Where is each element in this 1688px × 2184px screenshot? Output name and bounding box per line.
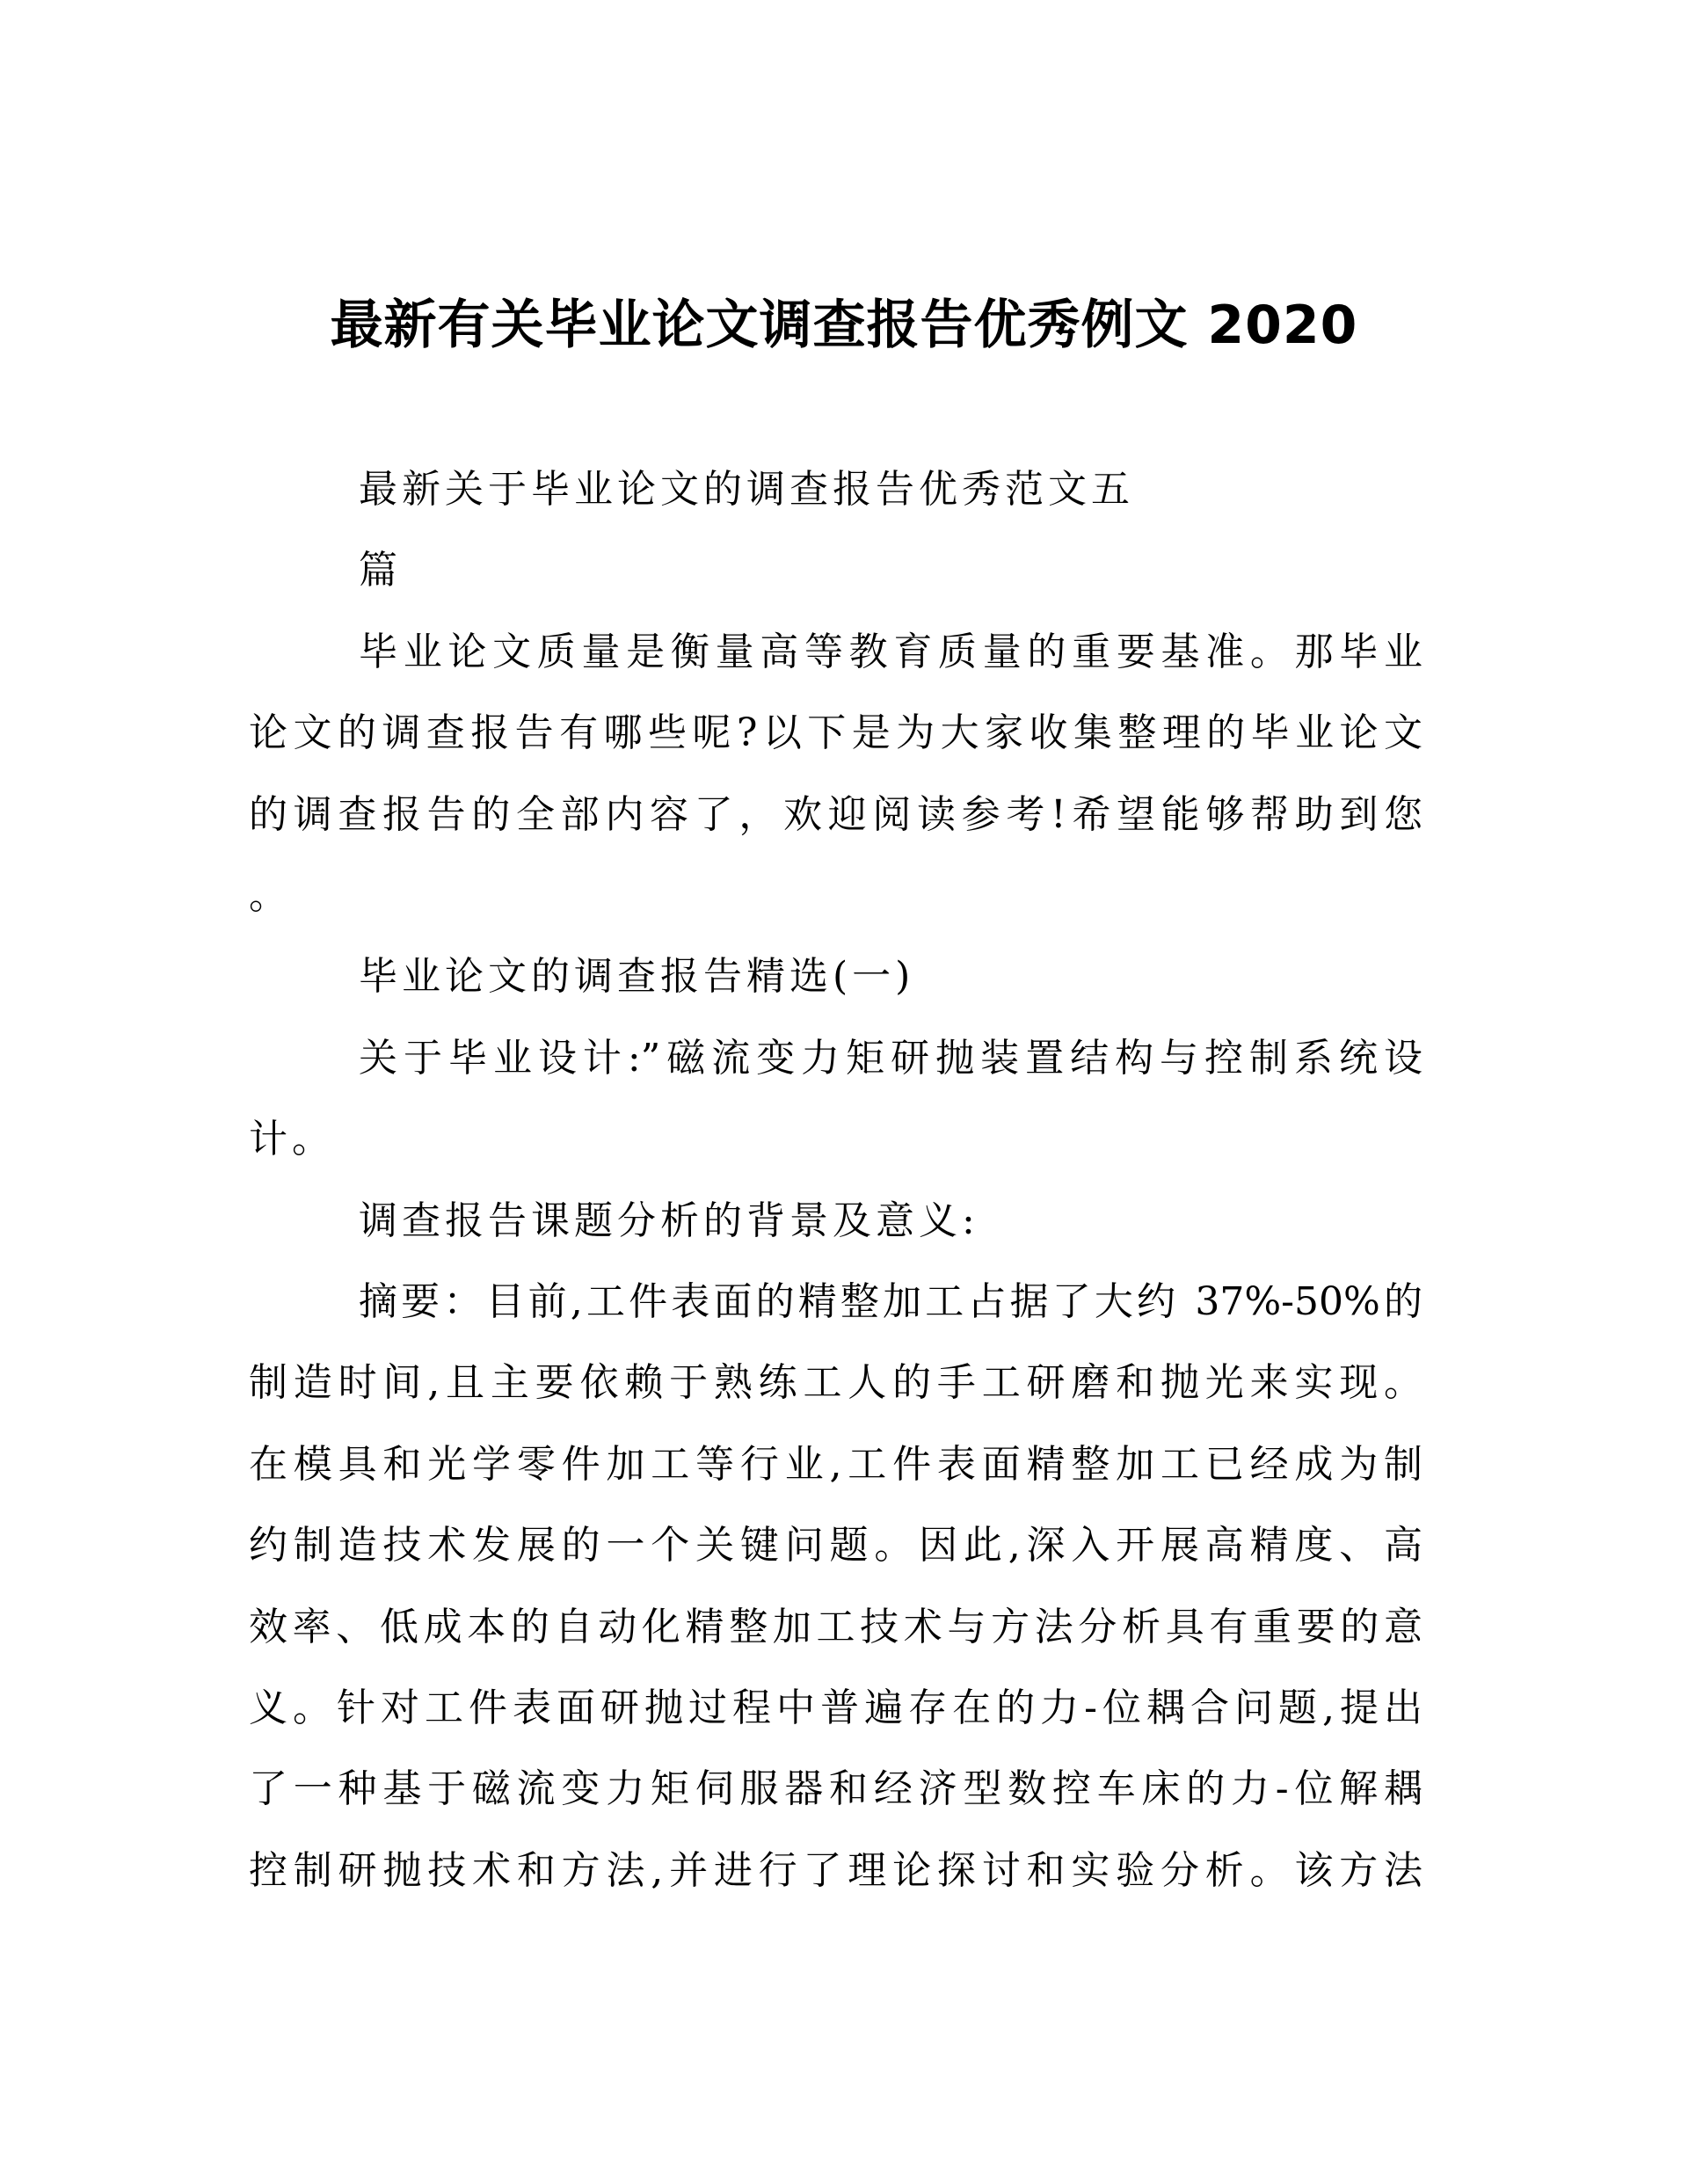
paragraph-line: 论文的调查报告有哪些呢?以下是为大家收集整理的毕业论文 [249,710,1422,756]
paragraph-line: 最新关于毕业论文的调查报告优秀范文五 [359,467,1134,512]
paragraph-line: 调查报告课题分析的背景及意义: [359,1198,979,1243]
paragraph-line: 义。针对工件表面研抛过程中普遍存在的力-位耦合问题,提出 [249,1685,1422,1730]
document-title: 最新有关毕业论文调查报告优秀例文 2020 [330,295,1358,356]
paragraph-line: 的调查报告的全部内容了，欢迎阅读参考!希望能够帮助到您 [249,791,1422,837]
paragraph-line: 关于毕业设计:”磁流变力矩研抛装置结构与控制系统设 [359,1035,1422,1081]
paragraph-line: 摘要：目前,工件表面的精整加工占据了大约 37%-50%的 [359,1279,1422,1324]
paragraph-line: 效率、低成本的自动化精整加工技术与方法分析具有重要的意 [249,1604,1422,1649]
paragraph-line: 控制研抛技术和方法,并进行了理论探讨和实验分析。该方法 [249,1847,1422,1893]
paragraph-line: 。 [249,873,292,918]
paragraph-line: 毕业论文质量是衡量高等教育质量的重要基准。那毕业 [359,629,1422,674]
paragraph-line: 篇 [359,548,402,593]
paragraph-line: 制造时间,且主要依赖于熟练工人的手工研磨和抛光来实现。 [249,1360,1422,1406]
paragraph-line: 约制造技术发展的一个关键问题。因此,深入开展高精度、高 [249,1523,1422,1569]
paragraph-line: 计。 [249,1117,335,1162]
paragraph-line: 了一种基于磁流变力矩伺服器和经济型数控车床的力-位解耦 [249,1766,1422,1812]
paragraph-line: 毕业论文的调查报告精选(一) [359,954,915,1000]
paragraph-line: 在模具和光学零件加工等行业,工件表面精整加工已经成为制 [249,1441,1422,1487]
